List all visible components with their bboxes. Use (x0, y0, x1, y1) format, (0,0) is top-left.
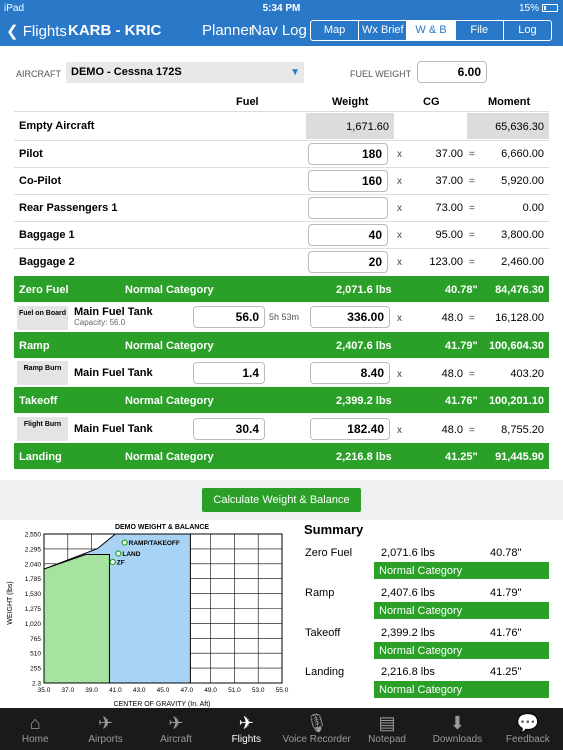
fuel-weight-field[interactable]: 6.00 (417, 61, 487, 83)
tab-label: Feedback (505, 734, 550, 745)
cg-point (116, 551, 121, 556)
multiply-sign: x (397, 149, 402, 160)
ramp-label: Ramp (19, 340, 50, 352)
y-tick-label: 1,020 (24, 620, 41, 628)
zero-fuel-bar (14, 276, 549, 302)
header-cg: CG (423, 96, 440, 108)
multiply-sign: x (397, 369, 402, 380)
x-tick-label: 45.0 (156, 687, 170, 694)
tab-feedback[interactable] (493, 708, 563, 750)
tab-voice-recorder[interactable] (282, 708, 352, 750)
takeoff-weight: 2,399.2 lbs (336, 395, 392, 407)
summary-cg: 41.76" (490, 627, 522, 639)
summary-cg: 40.78" (490, 547, 522, 559)
fuel-on-board-tag: Fuel on Board (17, 306, 68, 330)
equals-sign: = (469, 313, 475, 324)
flight-burn-tag: Flight Burn (17, 417, 68, 441)
divider (14, 111, 549, 112)
segmented-control (310, 20, 552, 41)
divider (14, 248, 549, 249)
multiply-sign: x (397, 313, 402, 324)
flight-burn-moment: 8,755.20 (501, 424, 544, 436)
landing-bar (14, 443, 549, 469)
landing-weight: 2,216.8 lbs (336, 451, 392, 463)
equals-sign: = (469, 230, 475, 241)
tab-label: Airports (88, 734, 123, 745)
dropdown-arrow-icon: ▼ (290, 67, 300, 78)
planner-link[interactable]: Planner (202, 22, 254, 39)
header-weight: Weight (332, 96, 369, 108)
segment-map[interactable]: Map (311, 21, 359, 40)
fuel-on-board-gal-field[interactable]: 56.0 (193, 306, 265, 328)
y-tick-label: 2,550 (24, 531, 41, 539)
fuel-capacity: Capacity: 56.0 (74, 318, 126, 327)
ramp-moment: 100,604.30 (488, 340, 544, 352)
battery-icon (542, 4, 558, 12)
takeoff-category: Normal Category (125, 395, 214, 407)
summary-label: Ramp (305, 587, 335, 599)
tab-airports[interactable] (70, 708, 140, 750)
multiply-sign: x (397, 176, 402, 187)
pilot-moment: 6,660.00 (501, 148, 544, 160)
equals-sign: = (469, 369, 475, 380)
equals-sign: = (469, 257, 475, 268)
ramp-bar (14, 332, 549, 358)
chart-title: DEMO WEIGHT & BALANCE (114, 524, 210, 531)
ramp-weight: 2,407.6 lbs (336, 340, 392, 352)
zero-fuel-cg: 40.78" (445, 284, 478, 296)
landing-moment: 91,445.90 (495, 451, 544, 463)
row-label-baggage-2: Baggage 2 (19, 256, 75, 268)
notepad-icon: ▤ (378, 713, 396, 733)
ramp-burn-tank: Main Fuel Tank (74, 367, 153, 379)
x-tick-label: 37.0 (61, 687, 75, 694)
tab-label: Downloads (432, 734, 483, 745)
fuel-weight-label: FUEL WEIGHT (350, 69, 412, 79)
wb-chart (0, 518, 300, 708)
navlog-link[interactable]: Nav Log (251, 22, 307, 39)
summary-weight: 2,216.8 lbs (381, 666, 435, 678)
baggage-2-weight-field[interactable]: 20 (308, 251, 388, 273)
summary-category: Normal Category (374, 562, 549, 579)
row-label-pilot: Pilot (19, 148, 43, 160)
divider (14, 140, 549, 141)
summary-label: Landing (305, 666, 345, 678)
ramp-burn-gal-field[interactable]: 1.4 (193, 362, 265, 384)
fuel-on-board-cg: 48.0 (441, 312, 463, 324)
tab-home[interactable] (0, 708, 70, 750)
x-tick-label: 35.0 (37, 687, 51, 694)
status-bar (0, 0, 563, 18)
flight-burn-gal-field[interactable]: 30.4 (193, 418, 265, 440)
copilot-cg: 37.00 (435, 175, 463, 187)
y-tick-label: 1,275 (24, 606, 41, 613)
summary-label: Takeoff (305, 627, 341, 639)
row-label-copilot: Co-Pilot (19, 175, 62, 187)
rear-passengers-weight-field[interactable] (308, 197, 388, 219)
summary-title: Summary (304, 522, 364, 537)
x-tick-label: 49.0 (204, 687, 217, 694)
cg-point-label: LAND (122, 550, 141, 558)
feedback-icon: 💬 (516, 713, 540, 733)
equals-sign: = (469, 425, 475, 436)
fuel-on-board-moment: 16,128.00 (495, 312, 544, 324)
baggage-2-moment: 2,460.00 (501, 256, 544, 268)
battery-percent: 15% (518, 3, 539, 14)
baggage-1-cg: 95.00 (435, 229, 463, 241)
tab-aircraft[interactable] (141, 708, 211, 750)
y-tick-label: 2.3 (31, 680, 41, 688)
row-label-empty: Empty Aircraft (19, 120, 95, 132)
copilot-moment: 5,920.00 (501, 175, 544, 187)
segment-wx-brief[interactable]: Wx Brief (359, 21, 407, 40)
cg-point-label: RAMP/TAKEOFF (128, 540, 180, 548)
multiply-sign: x (397, 203, 402, 214)
row-label-rear-passengers: Rear Passengers 1 (19, 202, 118, 214)
back-button[interactable] (6, 22, 67, 40)
multiply-sign: x (397, 425, 402, 436)
summary-category: Normal Category (374, 602, 549, 619)
zero-fuel-label: Zero Fuel (19, 284, 69, 296)
summary-category: Normal Category (374, 681, 549, 698)
download-icon: ⬇ (449, 713, 465, 733)
landing-label: Landing (19, 451, 62, 463)
aircraft-value: DEMO - Cessna 172S (71, 66, 182, 78)
summary-weight: 2,407.6 lbs (381, 587, 435, 599)
landing-cg: 41.25" (445, 451, 478, 463)
baggage-1-weight-field[interactable]: 40 (308, 224, 388, 246)
divider (14, 167, 549, 168)
pilot-cg: 37.00 (435, 148, 463, 160)
landing-category: Normal Category (125, 451, 214, 463)
fuel-on-board-weight-field[interactable]: 336.00 (310, 306, 390, 328)
x-tick-label: 51.0 (228, 687, 241, 694)
microphone-icon: 🎙 (305, 713, 329, 733)
takeoff-label: Takeoff (19, 395, 58, 407)
copilot-weight-field[interactable]: 160 (308, 170, 388, 192)
y-tick-label: 2,295 (24, 546, 41, 554)
x-tick-label: 47.0 (180, 687, 194, 694)
ramp-burn-weight-field[interactable]: 8.40 (310, 362, 390, 384)
summary-weight: 2,399.2 lbs (381, 627, 435, 639)
empty-moment: 65,636.30 (467, 113, 549, 139)
ramp-burn-tag: Ramp Burn (17, 361, 68, 385)
flight-burn-tank: Main Fuel Tank (74, 423, 153, 435)
aircraft-select[interactable] (66, 62, 304, 83)
takeoff-cg: 41.76" (445, 395, 478, 407)
summary-cg: 41.25" (490, 666, 522, 678)
zero-fuel-weight: 2,071.6 lbs (336, 284, 392, 296)
pilot-weight-field[interactable]: 180 (308, 143, 388, 165)
utility-envelope (44, 554, 109, 683)
divider (14, 194, 549, 195)
header-moment: Moment (488, 96, 531, 108)
baggage-2-cg: 123.00 (429, 256, 463, 268)
flights-icon: ✈ (238, 713, 254, 733)
takeoff-bar (14, 387, 549, 413)
divider (14, 221, 549, 222)
equals-sign: = (469, 149, 475, 160)
cg-point (122, 540, 127, 545)
tab-bar (0, 708, 563, 750)
empty-weight: 1,671.60 (306, 113, 394, 139)
home-icon: ⌂ (29, 713, 41, 733)
x-tick-label: 41.0 (109, 687, 122, 694)
summary-label: Zero Fuel (305, 547, 353, 559)
navigation-bar (0, 18, 563, 46)
calculate-button[interactable]: Calculate Weight & Balance (202, 488, 361, 512)
aircraft-icon: ✈ (168, 713, 184, 733)
tab-label: Home (21, 734, 49, 745)
carrier-label: iPad (4, 3, 25, 14)
segment-log[interactable]: Log (518, 24, 537, 36)
multiply-sign: x (397, 230, 402, 241)
y-tick-label: 255 (30, 665, 41, 673)
row-label-baggage-1: Baggage 1 (19, 229, 75, 241)
tab-label: Aircraft (160, 734, 192, 745)
rear-passengers-cg: 73.00 (435, 202, 463, 214)
rear-passengers-moment: 0.00 (522, 202, 544, 214)
x-tick-label: 39.0 (85, 687, 98, 694)
tab-notepad[interactable] (352, 708, 422, 750)
equals-sign: = (469, 203, 475, 214)
flight-burn-weight-field[interactable]: 182.40 (310, 418, 390, 440)
fuel-endurance: 5h 53m (269, 312, 300, 322)
ramp-burn-cg: 48.0 (441, 368, 463, 380)
tab-flights[interactable] (211, 708, 281, 750)
chart-ylabel: WEIGHT (lbs) (7, 581, 14, 625)
takeoff-moment: 100,201.10 (488, 395, 544, 407)
chart-xlabel: CENTER OF GRAVITY (In. Aft) (113, 701, 211, 708)
header-fuel: Fuel (236, 96, 259, 108)
flight-burn-cg: 48.0 (441, 424, 463, 436)
y-tick-label: 2,040 (24, 561, 41, 569)
y-tick-label: 1,530 (24, 591, 41, 599)
y-tick-label: 1,785 (24, 576, 41, 584)
summary-cg: 41.79" (490, 587, 522, 599)
segment-wb[interactable]: W & B (407, 21, 455, 40)
y-tick-label: 510 (30, 650, 41, 658)
aircraft-label: AIRCRAFT (16, 69, 61, 79)
tab-label: Flights (231, 734, 262, 745)
summary-category: Normal Category (374, 642, 549, 659)
y-tick-label: 765 (30, 635, 41, 643)
zero-fuel-moment: 84,476.30 (495, 284, 544, 296)
route-title: KARB - KRIC (68, 22, 162, 39)
cg-point-label: ZF (116, 559, 125, 567)
ramp-cg: 41.79" (445, 340, 478, 352)
cg-point (110, 559, 115, 564)
tab-label: Voice Recorder (282, 734, 351, 745)
zero-fuel-category: Normal Category (125, 284, 214, 296)
chevron-left-icon: ❮ (6, 23, 19, 40)
x-tick-label: 53.0 (251, 687, 265, 694)
back-label: Flights (22, 23, 67, 40)
fuel-on-board-tank: Main Fuel Tank (74, 306, 153, 318)
ramp-category: Normal Category (125, 340, 214, 352)
x-tick-label: 55.0 (275, 687, 289, 694)
tab-downloads[interactable] (422, 708, 492, 750)
segment-file[interactable]: File (456, 21, 504, 40)
baggage-1-moment: 3,800.00 (501, 229, 544, 241)
multiply-sign: x (397, 257, 402, 268)
clock: 5:34 PM (262, 3, 301, 14)
x-tick-label: 43.0 (132, 687, 146, 694)
tab-label: Notepad (368, 734, 406, 745)
airport-icon: ✈ (98, 713, 114, 733)
equals-sign: = (469, 176, 475, 187)
ramp-burn-moment: 403.20 (510, 368, 544, 380)
summary-weight: 2,071.6 lbs (381, 547, 435, 559)
